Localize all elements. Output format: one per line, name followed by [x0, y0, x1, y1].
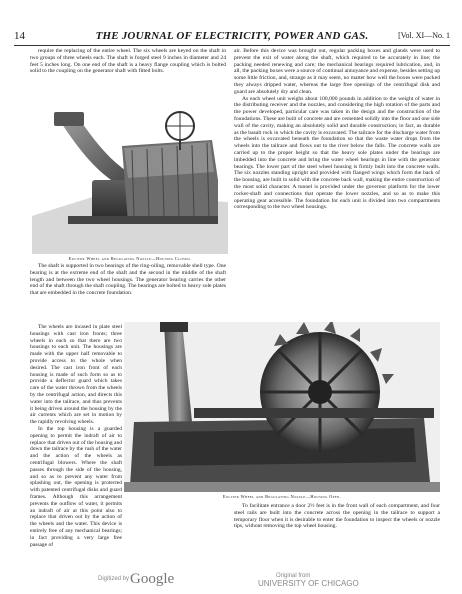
col1-mid-text: [30, 263, 226, 297]
paragraph: require the replacing of the entire wheel. The six wheels are keyed on the shaft in two groups of three wheels each. The shaft is forged steel 9 inches in diameter and 24 feet 5 inches long. On one end of the shaft is a heavy flange coupling which is bolted solid to the coupling on the generator shaft with fitted bolts.: [30, 48, 226, 75]
volume-number: [Vol. XI—No. 1: [398, 31, 450, 40]
exciter-wheel-closed-illustration: [32, 84, 228, 254]
figure-exciter-wheel-closed: [32, 84, 228, 254]
figure-caption-closed: Exciter Wheel and Regulating Nozzle—Housing Closed.: [68, 256, 192, 261]
paragraph: As each wheel unit weighs about 100,000 pounds in addition to the weight of water in the distributing receiver and the nozzles, and considering the high rotation of the parts and the power developed, particular care was taken in the design and the construction of the foundations. These are built of concrete and are cemented solidly into the floor and one side wall of the cavity, making an absolutely solid and durable construction; in fact, as durable as the basalt rock in which the cavity is excavated. The tailrace for the discharge water from the wheels is excavated beneath the foundation so that the waste water drops from the wheels into the tailrace and flows out to the river below the falls. The concrete walls are carried up to the proper height so that the heavy sole plates under the bearings are imbedded into the concrete and bring the water wheel bearings in line with the generator bearings. The lower part of the steel wheel housing is firmly built into the concrete walls. The six nozzles standing upright and provided with flanged wings which form the back of the housing, are built in solid with the concrete back wall, making the entire construction of the most solid character. A tunnel is provided under the governor platform for the lower rocker-shaft and connections that operate the lower nozzles, and so as to make this operating gear accessible. The foundation for each unit is divided into two compartments corresponding to the two wheel housings.: [234, 95, 440, 211]
col1-narrow-text: [30, 324, 122, 548]
running-header: [14, 30, 450, 44]
header-rule: [14, 45, 450, 46]
paragraph: To facilitate entrance a door 2½ feet is in the front wall of each compartment, and four steel rails are built into the concrete across the opening in the tailrace to support a temporary floor when it is desirable to enter the foundation to inspect the wheels or nozzle tips, without removing the top wheel housing.: [234, 503, 440, 530]
paragraph: The shaft is supported in two bearings of the ring-oiling, removable shell type. One bearing is at the extreme end of the shaft and the second in the middle of the shaft length and between the two wheel housings. The generator bearing carries the other end of the shaft through the shaft coupling. The bearings are bolted to heavy sole plates that are embedded in the concrete foundation.: [30, 263, 226, 297]
col2-top-text: [234, 48, 440, 211]
digitized-by-label: Digitized by: [98, 576, 130, 582]
paragraph: The wheels are incased in plate steel housings with cast iron fronts; three wheels in each so that there are two housings to each unit. The housings are made with the upper half removable to provide access to the whole when desired. The cast iron front of each housing is made of such form so as to provide a deflector guard which takes care of the water thrown from the wheels by the centrifugal action, and directs this water into the tailrace, and thus prevents it being driven around the housing by the air currents which are set in motion by the rapidly revolving wheels.: [30, 324, 122, 426]
paragraph: In the top housing is a guarded opening to permit the indraft of air to replace that driven out of the housing and down the tailrace by the rush of the water and the action of the wheels as centrifugal blowers. Where the shaft passes through the side of the housing, and so as to prevent any water from splashing out, the opening is protected with patented centrifugal disks and guard frames. Although this arrangement prevents the outflow of water, it permits an indraft of air at this point also to replace that driven out by the action of the wheels and the water. This device is entirely free of any mechanical bearings; in fact providing a very large free passage of: [30, 425, 122, 548]
page-number: 14: [14, 30, 25, 42]
university-of-chicago-label: UNIVERSITY OF CHICAGO: [258, 579, 359, 588]
col1-top-text: [30, 48, 226, 75]
paragraph: air. Before this device was brought out, regular packing boxes and glands were used to prevent the exit of water along the shaft, which required to be accurately in line; the packing needed renewing and care; the mechanical bearings required lubrication, and, in all, the packing boxes were a source of continual annoyance and expense, besides setting up some little friction, and, strange as it may seem, no matter how well the boxes were packed they always dripped water, whereas the large free openings of the centrifugal disk and guard are absolutely dry and clean.: [234, 48, 440, 95]
col2-bottom-text: [234, 503, 440, 530]
journal-title: THE JOURNAL OF ELECTRICITY, POWER AND GAS.: [95, 30, 369, 42]
figure-exciter-wheel-open: [124, 322, 440, 492]
figure-caption-open: Exciter Wheel and Regulating Nozzle—Housing Open.: [222, 494, 342, 499]
original-from-label: Original from: [276, 573, 311, 579]
exciter-wheel-open-illustration: [124, 322, 440, 492]
google-logo: Google: [130, 571, 175, 587]
